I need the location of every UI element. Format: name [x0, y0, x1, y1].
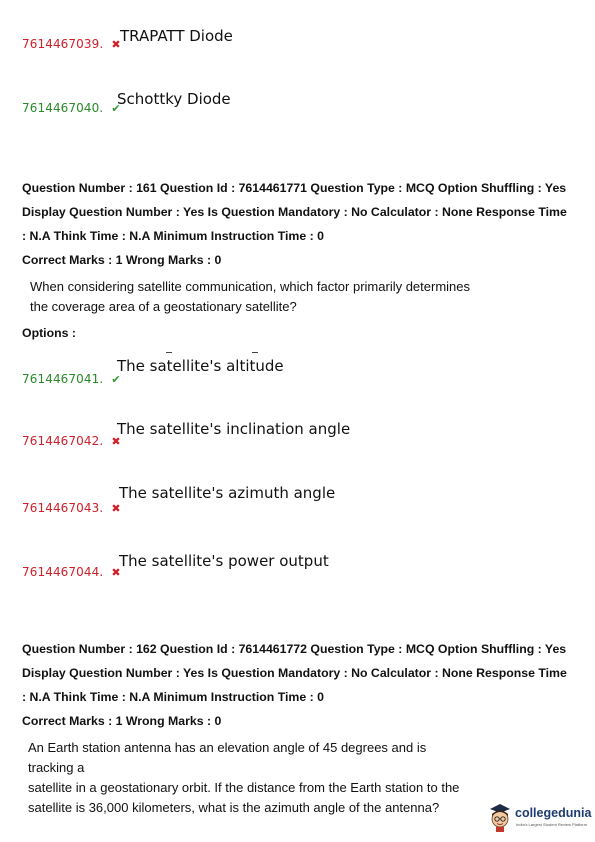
question-meta [22, 176, 582, 272]
cross-icon: ✖ [111, 38, 121, 51]
cross-icon: ✖ [111, 566, 121, 579]
check-icon: ✔ [111, 373, 121, 386]
question-meta-line: Display Question Number : Yes Is Question Mandatory : No Calculator : None Response Time [22, 666, 567, 680]
cross-icon: ✖ [111, 502, 121, 515]
option-text: The satellite's power output [119, 552, 329, 570]
brand-logo [488, 800, 592, 836]
option-row [22, 368, 121, 387]
option-text: The satellite's azimuth angle [119, 484, 336, 502]
question-line: satellite in a geostationary orbit. If the distance from the Earth station to the [28, 780, 460, 795]
question-line: An Earth station antenna has an elevation angle of 45 degrees and is tracking a [28, 740, 427, 775]
logo-tagline: India's Largest Student Review Platform [516, 822, 588, 827]
option-row [22, 430, 121, 449]
options-label: Options : [22, 326, 76, 340]
question-line: When considering satellite communication, which factor primarily determines [30, 279, 471, 294]
logo-name: collegedunia [515, 806, 592, 820]
option-row [22, 561, 121, 580]
question-text [28, 738, 468, 818]
cross-icon: ✖ [111, 435, 121, 448]
option-row [22, 97, 121, 116]
option-id: 7614467043. [22, 501, 104, 515]
option-id: 7614467039. [22, 37, 104, 51]
option-row [22, 33, 121, 52]
question-text [30, 277, 550, 317]
check-icon: ✔ [111, 102, 121, 115]
divider [166, 352, 172, 353]
question-meta-line: Question Number : 161 Question Id : 7614461771 Question Type : MCQ Option Shuffling : Yes [22, 181, 567, 195]
option-text: TRAPATT Diode [120, 27, 233, 45]
option-id: 7614467041. [22, 372, 104, 386]
option-text: Schottky Diode [117, 90, 231, 108]
question-line: satellite is 36,000 kilometers, what is the azimuth angle of the antenna? [28, 800, 440, 815]
student-avatar-icon [488, 802, 512, 832]
marks-line: Correct Marks : 1 Wrong Marks : 0 [22, 714, 222, 728]
divider [252, 352, 258, 353]
option-text: The satellite's altitude [117, 357, 284, 375]
option-row [22, 497, 121, 516]
option-id: 7614467042. [22, 434, 104, 448]
question-meta-line: Question Number : 162 Question Id : 7614461772 Question Type : MCQ Option Shuffling : Yes [22, 642, 567, 656]
question-meta-line: Display Question Number : Yes Is Question Mandatory : No Calculator : None Response Time [22, 205, 567, 219]
option-id: 7614467044. [22, 565, 104, 579]
question-meta [22, 637, 582, 733]
option-id: 7614467040. [22, 101, 104, 115]
option-text: The satellite's inclination angle [117, 420, 351, 438]
question-meta-line: : N.A Think Time : N.A Minimum Instruction Time : 0 [22, 229, 324, 243]
marks-line: Correct Marks : 1 Wrong Marks : 0 [22, 253, 222, 267]
question-line: the coverage area of a geostationary satellite? [30, 299, 297, 314]
question-meta-line: : N.A Think Time : N.A Minimum Instruction Time : 0 [22, 690, 324, 704]
